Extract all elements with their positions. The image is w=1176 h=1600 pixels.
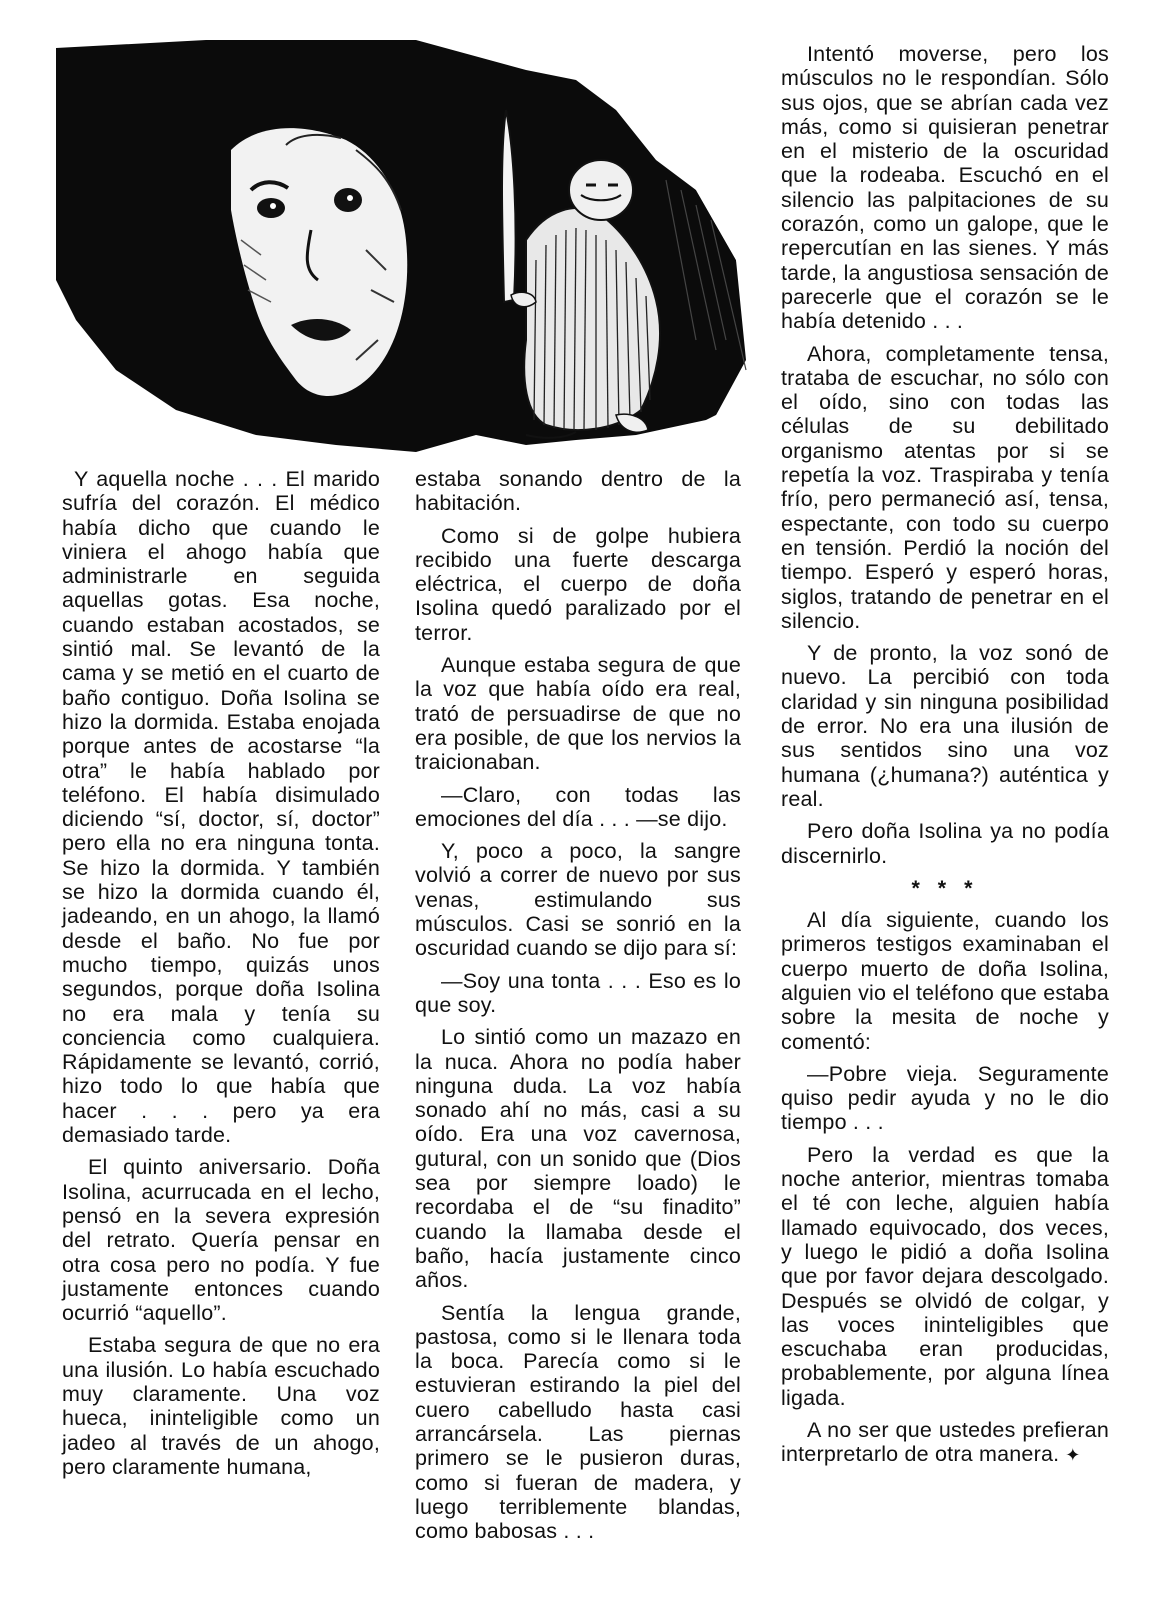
paragraph: —Pobre vieja. Seguramente quiso pedir ayuda y no le dio tiempo . . . [781,1061,1109,1135]
paragraph-final [781,1418,1109,1468]
paragraph: Aunque estaba segura de que la voz que había oído era real, trató de persuadirse de que no era posible, de que los nervios la traicionaban. [415,653,741,775]
paragraph: —Claro, con todas las emociones del día . . . —se dijo. [415,782,741,831]
final-text: A no ser que ustedes prefieran interpretarlo de otra manera. [781,1418,1109,1467]
paragraph: Lo sintió como un mazazo en la nuca. Ahora no podía haber ninguna duda. La voz había sonado ahí no más, casi a su oído. Era una voz cavernosa, gutural, con un sonido que (Dios sea por siempre loado) le recordaba el de “su finadito” cuando la llamaba desde el baño, hacía justamente cinco años. [415,1025,741,1293]
horror-illustration [56,40,762,452]
paragraph: Y, poco a poco, la sangre volvió a correr de nuevo por sus venas, estimulando sus músculos. Casi se sonrió en la oscuridad cuando se dijo para sí: [415,839,741,961]
paragraph: Pero doña Isolina ya no podía discernirlo. [781,819,1109,868]
paragraph: Sentía la lengua grande, pastosa, como si le llenara toda la boca. Parecía como si le estuvieran estirando la piel del cuero cabelludo hasta casi arrancársela. Las piernas primero se le pusieron duras, como si fueran de madera, y luego terriblemente blandas, como babosas . . . [415,1300,741,1544]
article-column-1 [62,467,380,1487]
paragraph: Estaba segura de que no era una ilusión. Lo había escuchado muy claramente. Una voz hueca, ininteligible como un jadeo al través de un ahogo, pero claramente humana, [62,1333,380,1479]
paragraph: El quinto aniversario. Doña Isolina, acurrucada en el lecho, pensó en la severa expresión del retrato. Quería pensar en otra cosa pero no podía. Y fue justamente entonces cuando ocurrió “aquello”. [62,1155,380,1326]
paragraph: Ahora, completamente tensa, trataba de escuchar, no sólo con el oído, sino con todas las células de su debilitado organismo atentas por si se repetía la voz. Traspiraba y tenía frío, pero permaneció así, tensa, espectante, con todo su cuerpo en tensión. Perdió la noción del tiempo. Esperó y esperó horas, siglos, tratando de penetrar en el silencio. [781,341,1109,633]
paragraph: Pero la verdad es que la noche anterior, mientras tomaba el té con leche, alguien había llamado equivocado, dos veces, y luego le pidió a doña Isolina que por favor dejara descolgado. Después se olvidó de colgar, y las voces ininteligibles que escuchaba eran producidas, probablemente, por alguna línea ligada. [781,1142,1109,1410]
end-mark-icon: ✦ [1065,1445,1081,1466]
paragraph: Y de pronto, la voz sonó de nuevo. La percibió con toda claridad y sin ninguna posibilidad de error. No era una ilusión de sus sentidos sino una voz humana (¿humana?) auténtica y real. [781,641,1109,811]
paragraph: Intentó moverse, pero los músculos no le respondían. Sólo sus ojos, que se abrían cada vez más, como si quisieran penetrar en el misterio de la oscuridad que la rodeaba. Escuchó en el silencio las palpitaciones de su corazón, como un galope, que le repercutían en las sienes. Y más tarde, la angustiosa sensación de parecerle que el corazón se le había detenido . . . [781,42,1109,334]
paragraph: Como si de golpe hubiera recibido una fuerte descarga eléctrica, el cuerpo de doña Isolina quedó paralizado por el terror. [415,523,741,645]
paragraph: —Soy una tonta . . . Eso es lo que soy. [415,968,741,1017]
article-column-3 [781,42,1109,1476]
paragraph: Al día siguiente, cuando los primeros testigos examinaban el cuerpo muerto de doña Isolina, alguien vio el teléfono que estaba sobre la mesita de noche y comentó: [781,908,1109,1054]
paragraph: Y aquella noche . . . El marido sufría del corazón. El médico había dicho que cuando le viniera el ahogo había que administrarle en seguida aquellas gotas. Esa noche, cuando estaban acostados, se sintió mal. Se levantó de la cama y se metió en el cuarto de baño contiguo. Doña Isolina se hizo la dormida. Estaba enojada porque antes de acostarse “la otra” le había hablado por teléfono. El había disimulado diciendo “sí, doctor, sí, doctor” pero ella no era ninguna tonta. Se hizo la dormida. Y también se hizo la dormida cuando él, jadeando, en un ahogo, la llamó desde el baño. No fue por mucho tiempo, quizás unos segundos, porque doña Isolina no era mala y tenía su conciencia como cualquiera. Rápidamente se levantó, corrió, hizo todo lo que había que hacer . . . pero ya era demasiado tarde. [62,467,380,1148]
section-separator: * * * [911,875,979,900]
article-column-2 [415,467,741,1551]
horror-illustration-icon [56,40,762,452]
paragraph: estaba sonando dentro de la habitación. [415,467,741,516]
